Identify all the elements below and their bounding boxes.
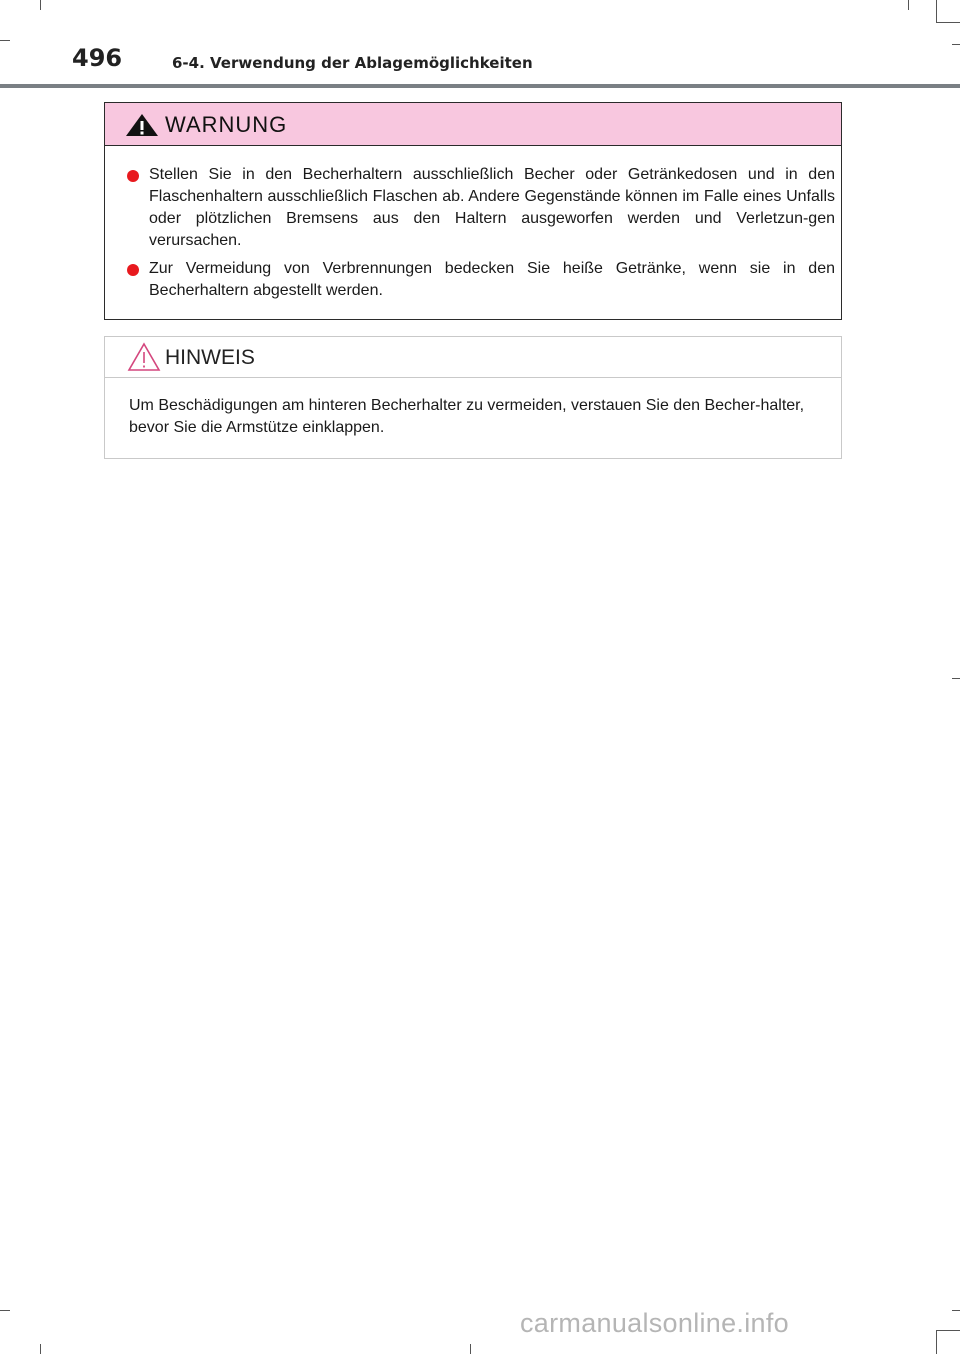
warning-title: WARNUNG [165,112,288,137]
crop-mark [40,1344,41,1354]
crop-mark [952,678,960,679]
header-rule [0,84,960,88]
page-number: 496 [72,44,123,72]
warning-triangle-icon [125,113,159,137]
crop-mark [952,1310,960,1311]
notice-box [104,336,842,459]
crop-mark [936,1330,937,1354]
bullet-text: Zur Vermeidung von Verbrennungen bedecken Sie heiße Getränke, wenn sie in den Becherhaltern abgestellt werden. [149,260,835,299]
notice-header [105,337,841,378]
warning-box [104,102,842,320]
warning-header [105,103,841,146]
crop-mark [936,1330,960,1331]
watermark-text: carmanualsonline.info [520,1308,789,1338]
crop-mark [470,1344,471,1354]
list-item [127,164,835,252]
notice-text: Um Beschädigungen am hinteren Becherhalter zu vermeiden, verstauen Sie den Becher-halter, bevor Sie die Armstütze einklappen. [129,397,805,436]
caution-triangle-outline-icon [127,342,161,372]
list-item [127,258,835,302]
page-header [0,0,960,92]
bullet-dot-icon [127,264,139,276]
crop-mark [0,1310,10,1311]
bullet-text: Stellen Sie in den Becherhaltern ausschließlich Becher oder Getränkedosen und in den Flaschenhaltern ausschließlich Flaschen ab. Andere Gegenstände können im Falle eines Unfalls oder plötzlichen Bremsens aus den Haltern ausgeworfen werden und Verletzun-gen verursachen. [149,166,835,249]
section-title: 6-4. Verwendung der Ablagemöglichkeiten [172,54,533,72]
bullet-dot-icon [127,170,139,182]
notice-title: HINWEIS [165,346,255,369]
